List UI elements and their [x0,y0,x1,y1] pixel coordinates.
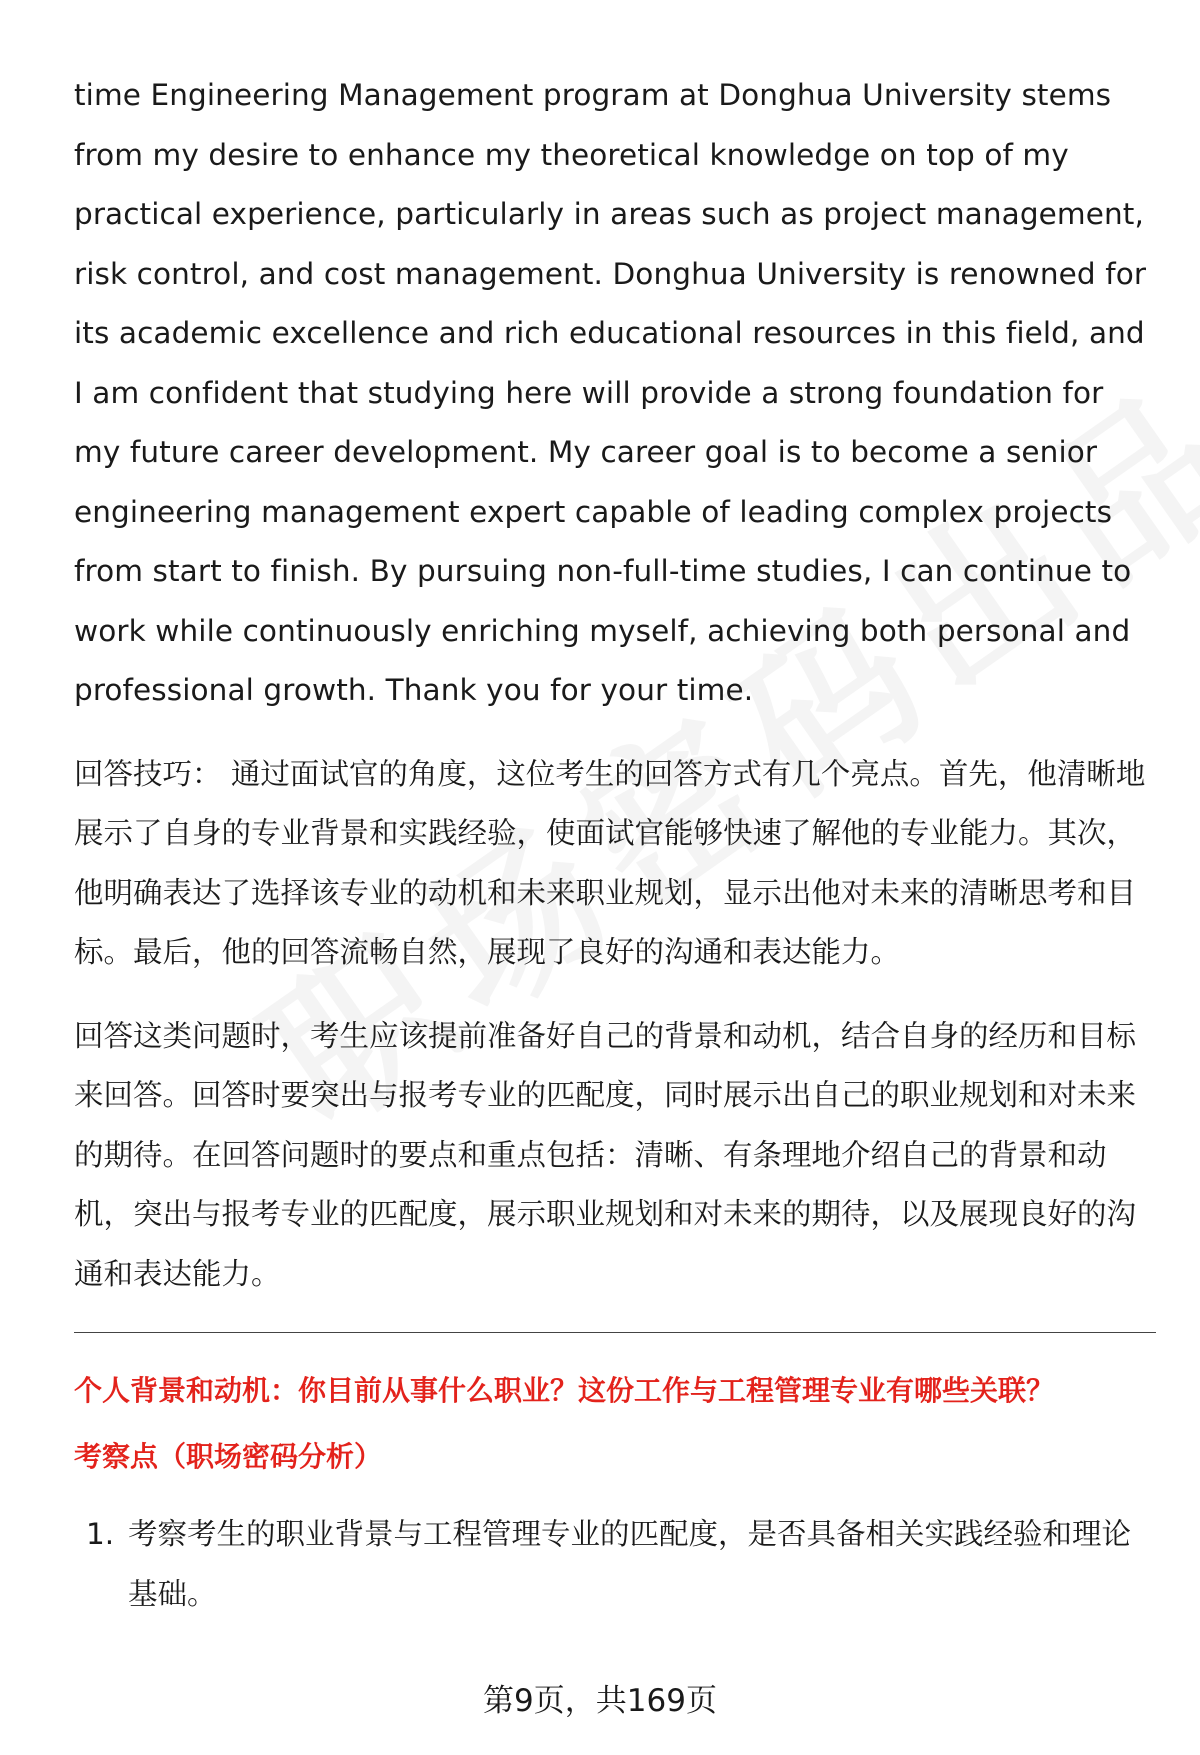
list-item-number: 1. [86,1517,115,1551]
section-divider [74,1332,1156,1333]
question-heading: 个人背景和动机：你目前从事什么职业？这份工作与工程管理专业有哪些关联？ [74,1374,1055,1407]
page-number-footer: 第9页，共169页 [483,1683,717,1719]
answer-tips-paragraph: 回答技巧： 通过面试官的角度，这位考生的回答方式有几个亮点。首先，他清晰地展示了自身的专业背景和实践经验，使面试官能够快速了解他的专业能力。其次，他明确表达了选择该专业的动机和未来职业规划，显示出他对未来的清晰思考和目标。最后，他的回答流畅自然，展现了良好的沟通和表达能力。 [74,756,1146,969]
answer-english-paragraph: time Engineering Management program at Donghua University stems from my desire to enhance my theoretical knowledge on top of my practical experience, particularly in areas such as project management, risk control, and cost management. Donghua University is renowned for its academic excellence and rich educational resources in this field, and I am confident that studying here will provide a strong foundation for my future career development. My career goal is to become a senior engineering management expert capable of leading complex projects from start to finish. By pursuing non-full-time studies, I can continue to work while continuously enriching myself, achieving both personal and professional growth. Thank you for your time. [74,78,1147,707]
page-content [74,66,1154,1624]
assessment-points-list [74,1505,1154,1624]
list-item-text: 考察考生的职业背景与工程管理专业的匹配度，是否具备相关实践经验和理论基础。 [128,1517,1132,1611]
assessment-subheading: 考察点（职场密码分析） [74,1440,383,1473]
list-item [74,1505,1154,1624]
answer-advice-paragraph: 回答这类问题时，考生应该提前准备好自己的背景和动机，结合自身的经历和目标来回答。回答时要突出与报考专业的匹配度，同时展示出自己的职业规划和对未来的期待。在回答问题时的要点和重点包括：清晰、有条理地介绍自己的背景和动机，突出与报考专业的匹配度，展示职业规划和对未来的期待，以及展现良好的沟通和表达能力。 [74,1018,1137,1291]
